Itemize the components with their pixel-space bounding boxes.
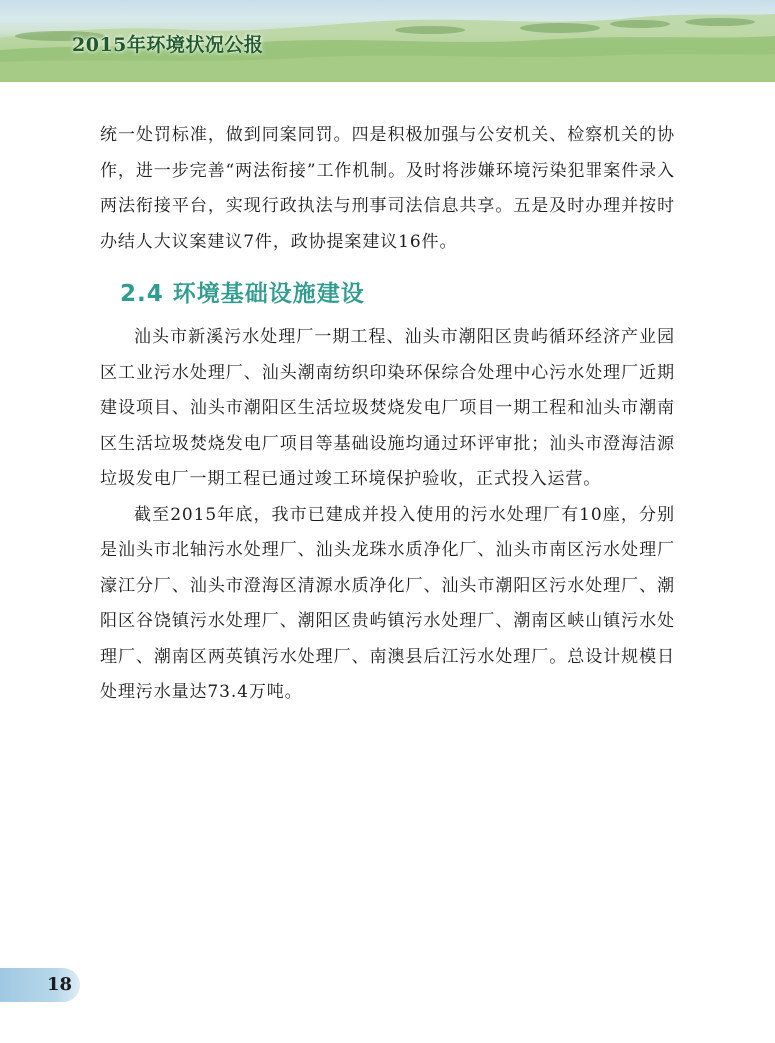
section-heading: 2.4 环境基础设施建设: [120, 281, 365, 307]
publication-title: 2015年环境状况公报: [72, 34, 264, 56]
page-number: 18: [47, 974, 73, 995]
page-number-tab: [0, 968, 80, 1002]
page-body: [100, 118, 675, 711]
paragraph-sewage-plants: 截至2015年底，我市已建成并投入使用的污水处理厂有10座，分别是汕头市北轴污水处理厂、汕头龙珠水质净化厂、汕头市南区污水处理厂濠江分厂、汕头市澄海区清源水质净化厂、汕头市潮阳区污水处理厂、潮阳区谷饶镇污水处理厂、潮阳区贵屿镇污水处理厂、潮南区峡山镇污水处理厂、潮南区两英镇污水处理厂、南澳县后江污水处理厂。总设计规模日处理污水量达73.4万吨。: [100, 504, 675, 702]
paragraph-law-enforcement: 统一处罚标准，做到同案同罚。四是积极加强与公安机关、检察机关的协作，进一步完善“两法衔接”工作机制。及时将涉嫌环境污染犯罪案件录入两法衔接平台，实现行政执法与刑事司法信息共享。五是及时办理并按时办结人大议案建议7件，政协提案建议16件。: [100, 125, 675, 252]
paragraph-infrastructure-projects: 汕头市新溪污水处理厂一期工程、汕头市潮阳区贵屿循环经济产业园区工业污水处理厂、汕头潮南纺织印染环保综合处理中心污水处理厂近期建设项目、汕头市潮阳区生活垃圾焚烧发电厂项目一期工程和汕头市潮南区生活垃圾焚烧发电厂项目等基础设施均通过环评审批；汕头市澄海洁源垃圾发电厂一期工程已通过竣工环境保护验收，正式投入运营。: [100, 327, 675, 489]
header-banner: [0, 0, 775, 82]
